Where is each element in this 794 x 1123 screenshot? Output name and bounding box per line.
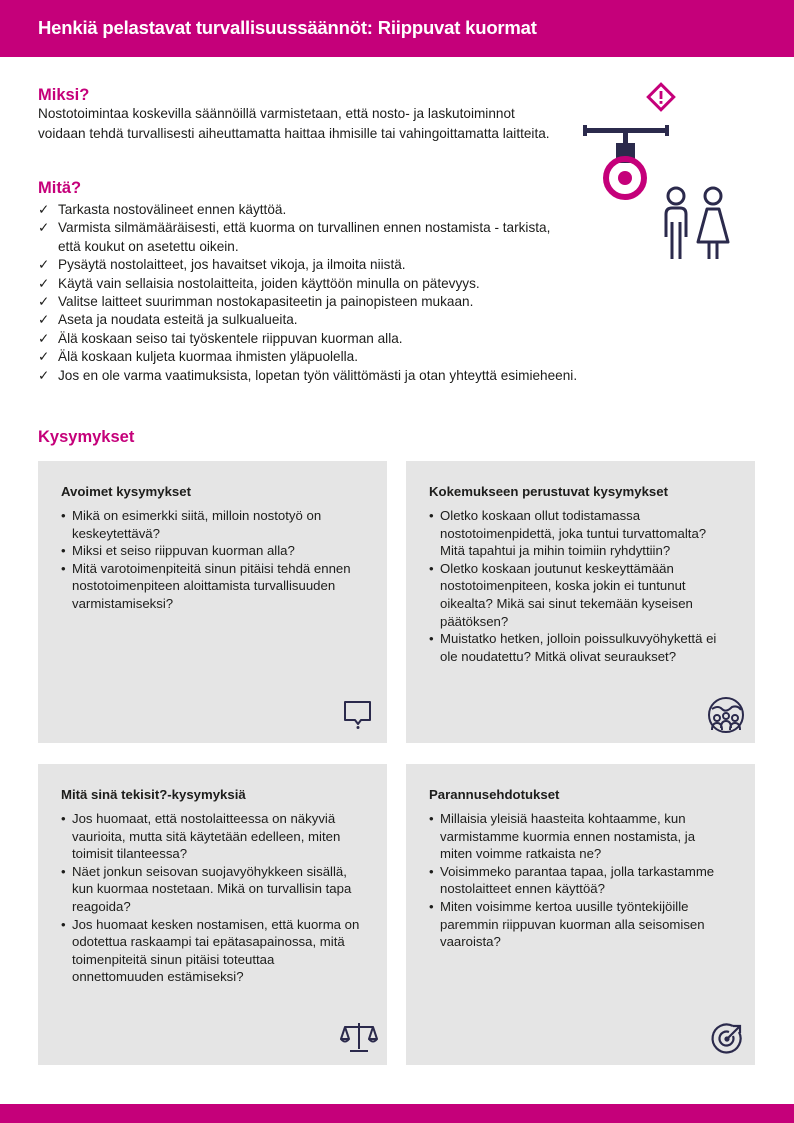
card-experience-questions <box>406 461 755 743</box>
card-what-would-you-do <box>38 764 387 1065</box>
check-icon: ✓ <box>38 220 50 236</box>
card-question-list <box>61 810 361 986</box>
list-item: • Miten voisimme kertoa uusille työntekijöille paremmin riippuvan kuorman alla seisomisen vaaroista? <box>429 898 729 951</box>
hanging-load-illustration <box>580 82 740 264</box>
check-icon: ✓ <box>38 349 50 365</box>
card-title: Parannusehdotukset <box>429 787 560 802</box>
why-text: Nostotoimintaa koskevilla säännöillä varmistetaan, että nosto- ja laskutoiminnot voidaan tehdä turvallisesti aiheuttamatta haittaa ihmisille tai vahingoittamatta laitteita. <box>38 106 550 141</box>
rule-item <box>38 275 738 293</box>
target-arrow-icon <box>709 1020 745 1056</box>
card-question-list <box>429 810 729 951</box>
rule-text: Tarkasta nostovälineet ennen käyttöä. <box>58 202 287 217</box>
card-open-questions <box>38 461 387 743</box>
list-item: • Muistatko hetken, jolloin poissulkuvyöhykettä ei ole noudatettu? Mitkä olivat seuraukset? <box>429 630 729 665</box>
rule-text: Käytä vain sellaisia nostolaitteita, joiden käyttöön minulla on pätevyys. <box>58 275 480 291</box>
rule-text: Älä koskaan seiso tai työskentele riippuvan kuorman alla. <box>58 330 403 346</box>
warning-diamond-icon <box>648 84 673 109</box>
why-heading: Miksi? <box>38 86 90 104</box>
card-title: Kokemukseen perustuvat kysymykset <box>429 484 668 499</box>
card-question-list <box>429 507 729 665</box>
globe-people-icon <box>706 695 746 735</box>
card-question-list <box>61 507 361 613</box>
check-icon: ✓ <box>38 367 50 383</box>
check-icon: ✓ <box>38 294 50 310</box>
rule-text: Pysäytä nostolaitteet, jos havaitset vikoja, ja ilmoita niistä. <box>58 257 406 273</box>
rule-text: Jos en ole varma vaatimuksista, lopetan työn välittömästi ja otan yhteyttä esimieheeni. <box>58 367 578 383</box>
rule-item <box>38 330 738 348</box>
list-item: • Oletko koskaan ollut todistamassa nostotoimenpidettä, joka tuntui turvattomalta? Mitä tapahtui ja mihin toimiin ryhdyttiin? <box>429 507 729 560</box>
list-item: • Miksi et seiso riippuvan kuorman alla? <box>61 542 361 560</box>
rule-text: Älä koskaan kuljeta kuormaa ihmisten yläpuolella. <box>58 349 358 365</box>
list-item: • Mikä on esimerkki siitä, milloin nostotyö on keskeytettävä? <box>61 507 361 542</box>
check-icon: ✓ <box>38 202 50 217</box>
check-icon: ✓ <box>38 275 50 291</box>
rule-item <box>38 311 738 329</box>
list-item: • Millaisia yleisiä haasteita kohtaamme, kun varmistamme kuormia ennen nostamista, ja miten voimme ratkaista ne? <box>429 810 729 863</box>
rule-item <box>38 293 738 311</box>
hanging-load-icon <box>583 125 669 197</box>
scales-icon <box>340 1019 378 1055</box>
check-icon: ✓ <box>38 257 50 273</box>
check-icon: ✓ <box>38 312 50 328</box>
rule-item <box>38 348 738 366</box>
list-item: • Oletko koskaan joutunut keskeyttämään nostotoimenpiteen, koska jokin ei tuntunut oikealta? Mikä sai sinut tekemään kyseisen päätöksen? <box>429 560 729 630</box>
list-item: • Näet jonkun seisovan suojavyöhykkeen sisällä, kun kuormaa nostetaan. Mikä on turvallisin tapa reagoida? <box>61 863 361 916</box>
page-header <box>0 0 794 57</box>
list-item: • Jos huomaat, että nostolaitteessa on näkyviä vaurioita, mutta sitä käytetään edelleen, miten toimisit tilanteessa? <box>61 810 361 863</box>
what-heading: Mitä? <box>38 179 82 197</box>
page-title: Henkiä pelastavat turvallisuussäännöt: Riippuvat kuormat <box>38 17 537 38</box>
check-icon: ✓ <box>38 330 50 346</box>
card-improvement-ideas <box>406 764 755 1065</box>
people-icon <box>666 188 728 259</box>
list-item: • Voisimmeko parantaa tapaa, jolla tarkastamme nostolaitteet ennen käyttöä? <box>429 863 729 898</box>
questions-heading: Kysymykset <box>38 428 135 446</box>
rule-text: Valitse laitteet suurimman nostokapasiteetin ja painopisteen mukaan. <box>58 294 474 310</box>
list-item: • Jos huomaat kesken nostamisen, että kuorma on odotettua raskaampi tai epätasapainossa, mitä toimenpiteitä sinun pitäisi toteuttaa onnettomuuden estämiseksi? <box>61 916 361 986</box>
card-title: Mitä sinä tekisit?-kysymyksiä <box>61 787 246 802</box>
rule-item <box>38 367 738 385</box>
rule-text: Aseta ja noudata esteitä ja sulkualueita. <box>58 312 298 328</box>
list-item: • Mitä varotoimenpiteitä sinun pitäisi tehdä ennen nostotoimenpiteen aloittamista turvallisuuden varmistamiseksi? <box>61 560 361 613</box>
speech-bubble-icon <box>341 698 375 730</box>
card-title: Avoimet kysymykset <box>61 484 191 499</box>
rule-text: Varmista silmämääräisesti, että kuorma on turvallinen ennen nostamista - tarkista, että koukut on asetettu oikein. <box>58 220 551 254</box>
page-footer <box>0 1104 794 1123</box>
